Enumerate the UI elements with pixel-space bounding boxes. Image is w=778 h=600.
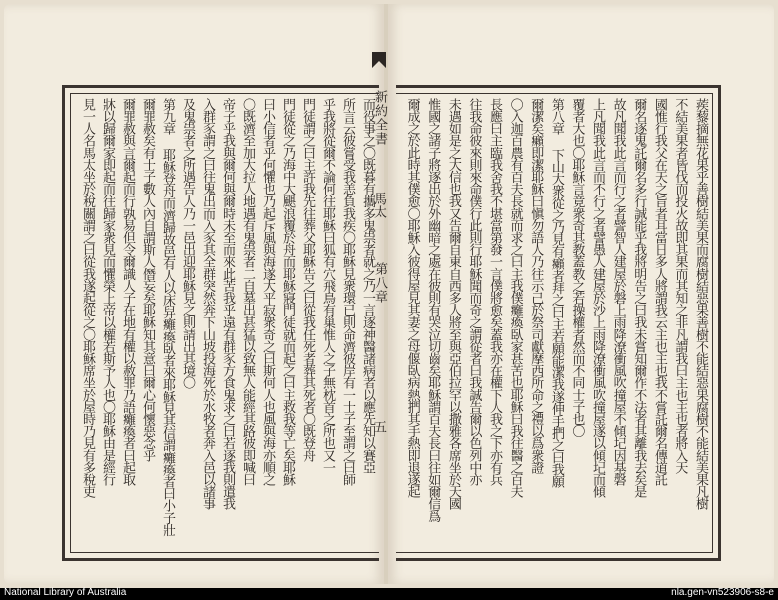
text-column: 爾罪赦矣有士子數人內自謂斯人僭妄矣耶穌知其意曰爾心何懷惡念乎 bbox=[140, 98, 155, 462]
running-chapter: 第八章 bbox=[372, 262, 387, 304]
footer-bar bbox=[0, 588, 778, 600]
text-column: 門徒謂之曰主許我先往葬父耶穌告之曰從我任死者葬其死者〇既登舟 bbox=[300, 98, 315, 462]
text-column: 及鬼祟者之所遇告人乃一邑出迎耶穌見之則請出其境〇 bbox=[180, 98, 195, 389]
text-column: 牀以歸爾家即起而往歸家衆見而懼榮上帝以權若斯予人也〇耶穌由是經行 bbox=[100, 98, 115, 486]
text-column: 見一人名馬太坐於稅關謂之曰從我遂起從之〇耶穌席坐於屋時乃見有多稅吏 bbox=[80, 98, 95, 498]
text-column: 惟國之諸子將逐出於外幽暗之處在彼則有哭泣切齒矣耶穌謂百夫長曰往如爾信爲 bbox=[425, 98, 441, 522]
fishtail-ornament-icon bbox=[372, 52, 386, 68]
text-column: 長應曰主臨我舍我不堪當第發一言僕將愈矣蓋我亦在權下人我之下亦有兵 bbox=[487, 98, 502, 486]
footer-identifier: nla.gen-vn523906-s8-e bbox=[671, 587, 774, 598]
text-column: 曰小信者乎何懼也乃起斥風與海遂大平寂衆奇之曰斯何人也風與海亦順之 bbox=[260, 98, 275, 486]
page-number: 五 bbox=[371, 420, 386, 433]
text-column: 爾潔矣癩即潔耶穌曰愼勿語人乃往示己於祭司獻摩西所命之禮以爲衆證 bbox=[528, 98, 544, 474]
running-title: 新約全書 bbox=[372, 90, 387, 146]
text-column: 第八章 下山大衆從之乃見有癩者拜之曰主若願能潔我遂伸手捫之曰我願 bbox=[548, 98, 564, 488]
right-text-block bbox=[396, 93, 713, 553]
text-column: 帝子乎我與爾何與爾時未至而來此苦我乎遠有群豕方食鬼求之曰若逐我則遣我 bbox=[220, 98, 235, 510]
text-column: 爾成之於此時其僕愈〇耶穌入彼得屋見其妻之母偃臥病熱捫其手熱即退遂起 bbox=[404, 98, 420, 498]
left-text-frame bbox=[62, 85, 379, 561]
text-column: 而役事之〇既暮有攜多鬼祟者就之乃一言逐神醫諸病者以應先知以賽亞 bbox=[360, 98, 375, 474]
text-column: 未遇如是之大信也我又告爾自東自西多人將至與亞伯拉罕以撒雅各席坐於天國 bbox=[445, 98, 461, 510]
text-column: 所言云彼嘗受我恙負我疾〇耶穌見衆環已則命濟彼岸有一士子至謂之曰師 bbox=[340, 98, 355, 486]
text-column: 爾罪赦與言爾起而行孰易但令爾識人子在地有權以赦罪乃語癱瘓者曰起取 bbox=[120, 98, 135, 486]
right-text-frame bbox=[396, 85, 721, 561]
text-column: 第九章 耶穌登舟而濟歸故邑有人以床舁癱瘓臥者來耶穌見其信謂癱瘓者曰小子壯 bbox=[160, 98, 175, 536]
text-column: 國惟行我父在天之旨者耳當日多人將謂我云主也主也我不嘗託爾名傳道託 bbox=[651, 98, 667, 486]
text-column: 故凡聞我此言而行之者譬智人建屋於磐上雨降潦衝風吹撞屋不傾圮因基磐 bbox=[610, 98, 626, 486]
text-column: 不結美果者皆伐而投火故即其果而其知之非凡謂我曰主也主也者將入天 bbox=[672, 98, 688, 474]
text-column: 入群豕謂之曰往鬼出而入豕其全群突然奔下山坡投海死於水牧者奔入邑以諸事 bbox=[200, 98, 215, 510]
text-column: 爾名逐鬼託爾名多行誠能乎我將明告之曰我未嘗知爾作不法者其離我去矣是 bbox=[631, 98, 647, 498]
text-column: 覆者大也〇耶穌言竟衆奇其教蓋教之若操權者然而不同士子也〇 bbox=[569, 98, 585, 437]
text-column: 〇既濟至加大拉人地遇有鬼祟者二自墓出甚猛以致無人能經其路彼即喊曰 bbox=[240, 98, 255, 486]
footer-source: National Library of Australia bbox=[4, 587, 127, 598]
text-column: 〇入迦百農有百夫長就而求之曰主我僕癱瘓臥家甚苦也耶穌曰我往醫之百夫 bbox=[507, 98, 523, 498]
left-text-block bbox=[70, 93, 379, 553]
running-book: 馬太 bbox=[371, 192, 386, 218]
text-column: 蒺藜摘無花果乎善樹結美果而腐樹結惡果善樹不能結惡果腐樹不能結美果凡樹 bbox=[693, 98, 708, 510]
text-column: 上凡聞我此言而不行之者譬愚人建屋於沙上雨降潦衝風吹撞屋遂以傾圮而傾 bbox=[590, 98, 605, 498]
text-column: 門徒從之乃海中大颶浪覆於舟而耶穌寢門徒就而起之曰主救我等亡矣耶穌 bbox=[280, 98, 295, 486]
text-column: 乎我將從爾不論何往耶穌曰狐有穴飛鳥有巢惟人之子無枕首之所也又一 bbox=[320, 98, 335, 474]
text-column: 往我命彼來則來命僕行此則行耶穌聞而奇之謂從者曰我誠告爾以色列中亦 bbox=[466, 98, 482, 486]
